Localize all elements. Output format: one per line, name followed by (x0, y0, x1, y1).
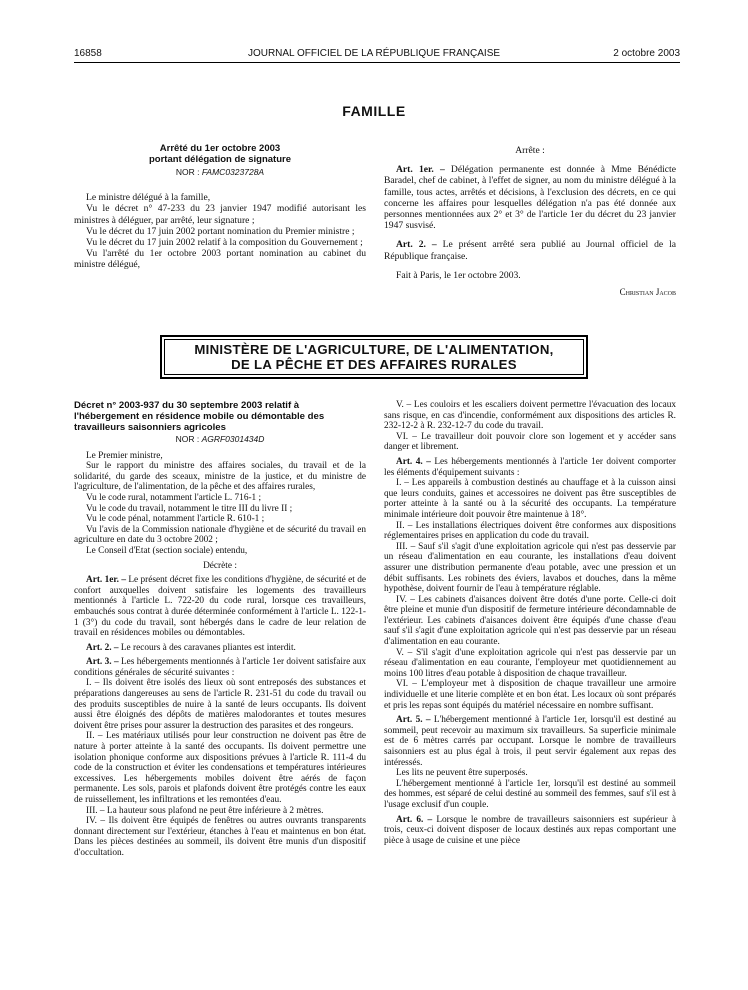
article-item: VI. – L'employeur met à disposition de chaque travailleur une armoire individuelle et une literie complète et en bon état. Les locaux où sont préparés et pris les repas sont équipés du matériel nécessaire en nombre suffisant. (384, 679, 676, 711)
article-text: Les hébergements mentionnés à l'article 1er doivent comporter les éléments d'équipement suivants : (384, 456, 676, 478)
page-number: 16858 (74, 48, 102, 59)
article-text: Lorsque le nombre de travailleurs saisonniers est supérieur à trois, ceux-ci doivent disposer de locaux destinés aux repas comportant une pièce à usage de cuisine et une pièce (384, 814, 676, 846)
decret-article-4 (384, 457, 676, 478)
article-item: I. – Ils doivent être isolés des lieux où sont entreposés des substances et préparations dangereuses au sens de l'article R. 231-51 du code du travail ou des produits susceptibles de nuire à la santé de leurs occupants. Ils doivent aussi être éloignés des dépôts de matières malodorantes et toutes mesures doivent être prises pour assurer la destruction des parasites et des rongeurs. (74, 678, 366, 731)
article-item: III. – Sauf s'il s'agit d'une exploitation agricole qui n'est pas desservie par un réseau d'alimentation en eau courante, les installations d'eau doivent assurer une distribution permanente d'eau potable, avec une pression et un débit suffisants. Les robinets des éviers, lavabos et douches, dans la même hypothèse, doivent fournir de l'eau à température réglable. (384, 541, 676, 595)
article-text: Les hébergements mentionnés à l'article 1er doivent satisfaire aux conditions générales de sécurité suivantes : (74, 657, 367, 678)
decret-visa: Vu l'avis de la Commission nationale d'hygiène et de sécurité du travail en agriculture en date du 3 octobre 2002 ; (74, 524, 366, 546)
article-item: VI. – Le travailleur doit pouvoir clore son logement et y accéder sans danger et librement. (384, 431, 676, 453)
decret-title: Décret n° 2003-937 du 30 septembre 2003 relatif à l'hébergement en résidence mobile ou démontable des travailleurs saisonniers agricoles (74, 400, 325, 433)
arrete-visa: Vu le décret n° 47-233 du 23 janvier 1947 modifié autorisant les ministres à déléguer, par arrêté, leur signature ; (74, 203, 366, 226)
arrete-title-line1: Arrêté du 1er octobre 2003 (159, 143, 281, 154)
nor-code: FAMC0323728A (201, 167, 265, 177)
section-title: FAMILLE (342, 103, 406, 119)
arrete-left-column (74, 143, 366, 271)
article-item: IV. – Ils doivent être équipés de fenêtres ou autres ouvrants transparents donnant directement sur l'extérieur, étanches à l'eau et maintenus en bon état. Dans les pièces destinées au sommeil, ils doivent être munis d'un dispositif d'occultation. (74, 816, 366, 858)
arrete-done: Fait à Paris, le 1er octobre 2003. (396, 269, 521, 281)
decret-left-column (74, 400, 366, 859)
ministry-line1: MINISTÈRE DE L'AGRICULTURE, DE L'ALIMENTATION, (194, 342, 554, 357)
article-number: Art. 1er. – (86, 575, 126, 586)
article-number: Art. 5. – (396, 715, 431, 726)
arrete-label: Arrête : (515, 145, 545, 156)
arrete-visa: Le ministre délégué à la famille, (86, 192, 211, 204)
arrete-article-1 (384, 164, 676, 231)
nor-label: NOR : (175, 434, 202, 444)
article-number: Art. 3. – (86, 657, 119, 668)
decret-article-5 (384, 715, 676, 768)
article-item: III. – La hauteur sous plafond ne peut être inférieure à 2 mètres. (86, 805, 324, 816)
banner-frame (164, 339, 584, 375)
article-number: Art. 1er. – (396, 164, 445, 176)
nor-label: NOR : (175, 167, 202, 177)
article-item: II. – Les installations électriques doivent être conformes aux dispositions réglementaires prises en application du code du travail. (384, 520, 676, 542)
decret-nor (74, 434, 366, 445)
article-number: Art. 4. – (396, 456, 431, 467)
article-text: Le présent arrêté sera publié au Journal officiel de la République française. (384, 239, 676, 262)
decret-visa: Vu le code rural, notamment l'article L. 716-1 ; (86, 492, 262, 503)
article-item: V. – Les couloirs et les escaliers doivent permettre l'évacuation des locaux sans risque, en cas d'incendie, conformément aux dispositions des articles R. 232-12-2 à R. 232-12-7 du code du travail. (384, 400, 676, 432)
decret-article-2 (74, 643, 366, 654)
arrete-visa: Vu le décret du 17 juin 2002 portant nomination du Premier ministre ; (86, 225, 355, 237)
article-item: V. – S'il s'agit d'une exploitation agricole qui n'est pas desservie par un réseau d'alimentation en eau courante, l'employeur met quotidiennement au moins 100 litres d'eau potable à disposition de chaque travailleur. (384, 647, 676, 679)
decret-visa: Vu le code pénal, notamment l'article R. 610-1 ; (86, 514, 265, 525)
arrete-right-column (384, 145, 676, 298)
arrete-visa: Vu l'arrêté du 1er octobre 2003 portant nomination au cabinet du ministre délégué, (74, 248, 366, 271)
arrete-article-2 (384, 239, 676, 261)
article-number: Art. 6. – (396, 814, 433, 825)
article-text: L'hébergement mentionné à l'article 1er, lorsqu'il est destiné au sommeil, peut recevoir au maximum six travailleurs. Sa superficie minimale est de 6 mètres carrés par occupant. Lorsque le nombre de travailleurs saisonniers est au plus égal à trois, il peut servir également aux repas des intéressés. (384, 715, 676, 768)
nor-code: AGRF0301434D (201, 434, 265, 444)
header-rule (74, 62, 680, 63)
article-paragraph: Les lits ne peuvent être superposés. (396, 768, 528, 779)
decret-visa: Vu le code du travail, notamment le titre III du livre II ; (86, 503, 293, 514)
arrete-nor (74, 167, 366, 178)
arrete-visa: Vu le décret du 17 juin 2002 relatif à la composition du Gouvernement ; (86, 237, 363, 249)
article-number: Art. 2. – (396, 239, 437, 251)
decrete-label: Décrète : (203, 560, 237, 571)
article-item: II. – Les matériaux utilisés pour leur construction ne doivent pas être de nature à porter atteinte à la santé des occupants. Ils doivent permettre une isolation phonique conforme aux dispositions prévues à l'article R. 111-4 du code de la construction et éviter les condensations et températures intérieures excessives. Les hébergements mobiles doivent être aérés de façon permanente. Les sols, parois et plafonds doivent être protégés contre les eaux de ruissellement, les infiltrations et les remontées d'eau. (74, 731, 366, 805)
decret-visa: Le Premier ministre, (86, 450, 163, 461)
arrete-title-line2: portant délégation de signature (149, 154, 291, 165)
decret-article-1 (74, 575, 366, 639)
article-text: Délégation permanente est donnée à Mme Bénédicte Baradel, chef de cabinet, à l'effet de signer, au nom du ministre délégué à la famille, tous actes, arrêtés et décisions, à l'exclusion des décrets, en ce qui concerne les affaires pour lesquelles délégation n'a pas été donnée aux personnes mentionnées aux 2° et 3° de l'article 1er du décret du 23 janvier 1947 susvisé. (384, 164, 676, 232)
journal-title: JOURNAL OFFICIEL DE LA RÉPUBLIQUE FRANÇAISE (247, 48, 501, 59)
issue-date: 2 octobre 2003 (613, 48, 680, 59)
ministry-line2: DE LA PÊCHE ET DES AFFAIRES RURALES (231, 357, 517, 372)
article-item: IV. – Les cabinets d'aisances doivent être dotés d'une porte. Celle-ci doit être pleine et munie d'un dispositif de fermeture intérieure décondamnable de l'extérieur. Les cabinets d'aisances doivent être équipés d'une chasse d'eau sauf s'il s'agit d'une exploitation agricole qui n'est pas desservie par un réseau d'alimentation en eau courante. (384, 594, 676, 648)
article-text: Le présent décret fixe les conditions d'hygiène, de sécurité et de confort auxquelles doivent satisfaire les logements des travailleurs mentionnés à l'article L. 722-20 du code rural, lorsque ces travailleurs, embauchés sous contrat à durée déterminée conformément à l'article L. 122-1-1 (3°) du code du travail, sont hébergés dans le cadre de leur relation de travail en résidences mobiles ou démontables. (74, 575, 367, 639)
arrete-signature: Christian Jacob (619, 287, 676, 298)
decret-article-6 (384, 815, 676, 847)
decret-right-column (384, 400, 676, 846)
ministry-banner (160, 335, 588, 379)
article-paragraph: L'hébergement mentionné à l'article 1er, lorsqu'il est destiné au sommeil des hommes, est séparé de celui destiné au sommeil des femmes, sauf s'il est à l'usage exclusif d'un couple. (384, 778, 676, 810)
decret-article-3 (74, 657, 366, 678)
article-text: Le recours à des caravanes pliantes est interdit. (118, 642, 296, 653)
article-number: Art. 2. – (86, 642, 119, 653)
decret-visa: Le Conseil d'Etat (section sociale) entendu, (86, 545, 248, 556)
article-item: I. – Les appareils à combustion destinés au chauffage et à la cuisson ainsi que leurs conduits, gaines et accessoires ne doivent pas être susceptibles de porter atteinte à la santé ou à la sécurité des occupants. La température minimale intérieure doit pouvoir être maintenue à 18°. (384, 478, 676, 520)
decret-visa: Sur le rapport du ministre des affaires sociales, du travail et de la solidarité, du garde des sceaux, ministre de la justice, et du ministre de l'agriculture, de l'alimentation, de la pêche et des affaires rurales, (74, 461, 366, 493)
